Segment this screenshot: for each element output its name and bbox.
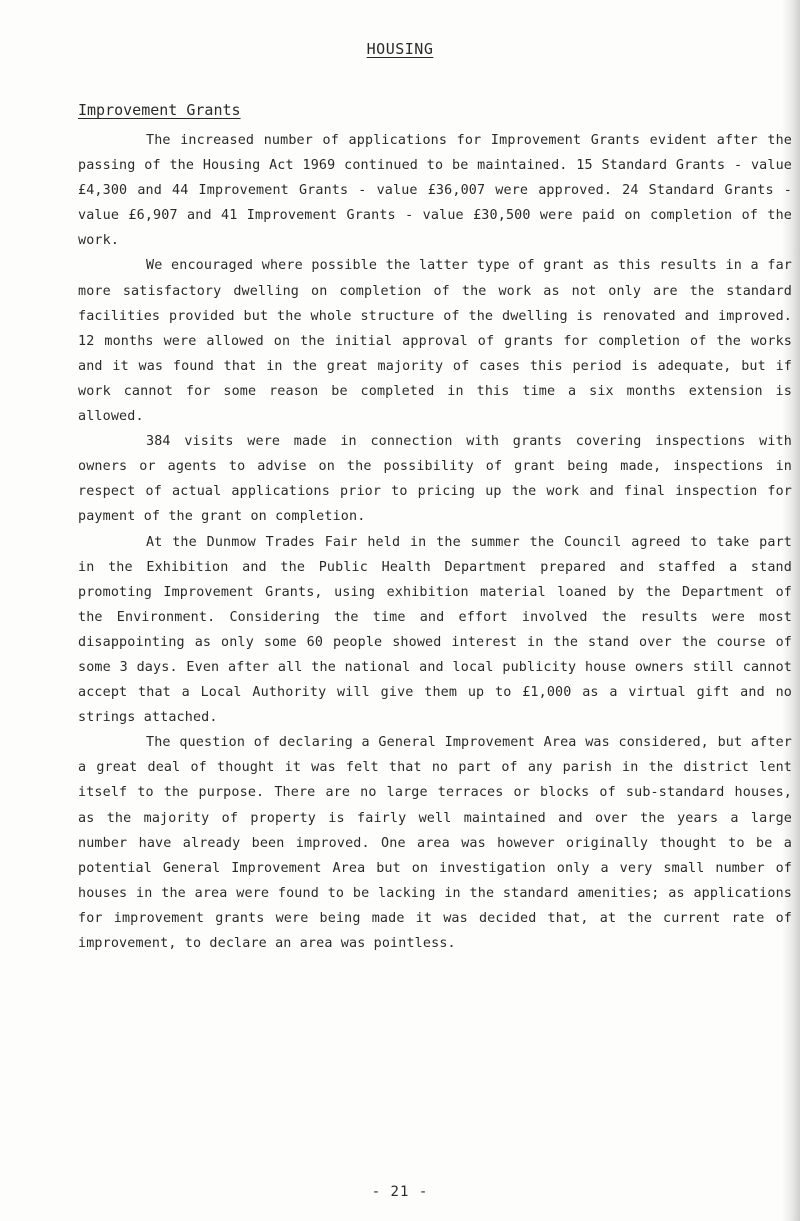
page-heading bbox=[0, 40, 800, 58]
page-heading-text: HOUSING bbox=[366, 40, 434, 58]
paragraph-visits: 384 visits were made in connection with grants covering inspections with owners or agents to advise on the possibility of grant being made, inspections in respect of actual applications prior to pricing up the work and final inspection for payment of the grant on completion. bbox=[78, 434, 792, 525]
paragraph-trades-fair: At the Dunmow Trades Fair held in the summer the Council agreed to take part in the Exhibition and the Public Health Department prepared and staffed a stand promoting Improvement Grants, using exhibition material loaned by the Department of the Environment. Considering the time and effort involved the results were most disappointing as only some 60 people showed interest in the stand over the course of some 3 days. Even after all the national and local publicity house owners still cannot accept that a Local Authority will give them up to £1,000 as a virtual gift and no strings attached. bbox=[78, 534, 792, 726]
page-number: - 21 - bbox=[371, 1184, 429, 1200]
paragraph-general-improvement-area: The question of declaring a General Improvement Area was considered, but after a great deal of thought it was felt that no part of any parish in the district lent itself to the purpose. There are no large terraces or blocks of sub-standard houses, as the majority of property is fairly well maintained and over the years a large number have already been improved. One area was however originally thought to be a potential General Improvement Area but on investigation only a very small number of houses in the area were found to be lacking in the standard amenities; as applications for improvement grants were being made it was decided that, at the current rate of improvement, to declare an area was pointless. bbox=[78, 735, 792, 951]
paragraph-grant-encouragement: We encouraged where possible the latter type of grant as this results in a far more satisfactory dwelling on completion of the work as not only are the standard facilities provided but the whole structure of the dwelling is renovated and improved. 12 months were allowed on the initial approval of grants for completion of the works and it was found that in the great majority of cases this period is adequate, but if work cannot for some reason be completed in this time a six months extension is allowed. bbox=[78, 258, 792, 425]
body-text bbox=[78, 128, 792, 956]
paragraph-grants-summary: The increased number of applications for Improvement Grants evident after the passing of the Housing Act 1969 continued to be maintained. 15 Standard Grants - value £4,300 and 44 Improvement Grants - value £36,007 were approved. 24 Standard Grants - value £6,907 and 41 Improvement Grants - value £30,500 were paid on completion of the work. bbox=[78, 133, 792, 249]
section-title: Improvement Grants bbox=[78, 101, 241, 119]
